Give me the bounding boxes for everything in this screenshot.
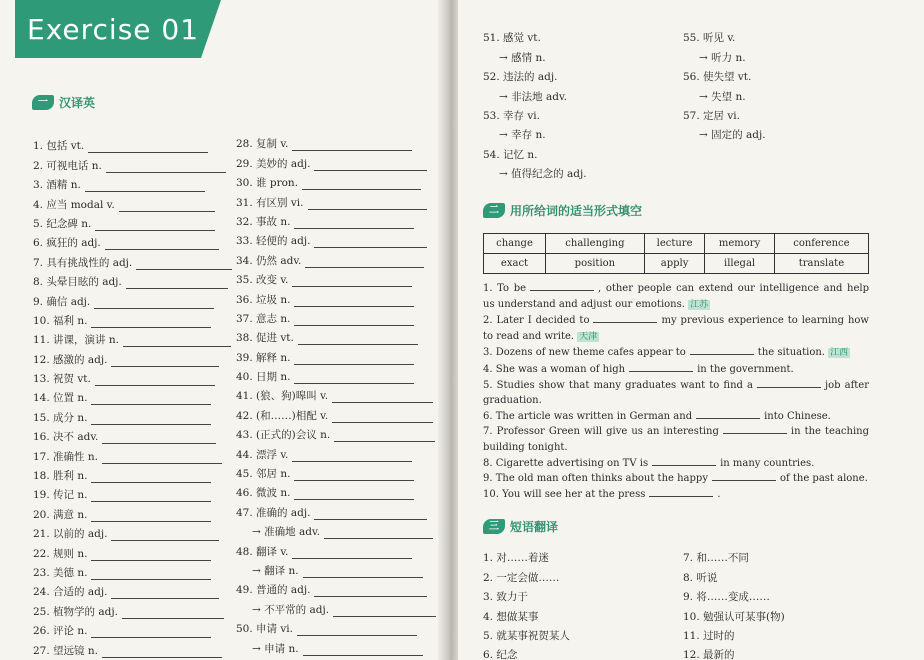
vocab-item: [33, 386, 232, 405]
sentence-start: 4. She was a woman of high: [483, 363, 626, 375]
answer-blank[interactable]: [332, 392, 433, 403]
sentence-item: [483, 487, 869, 503]
word-cell: lecture: [644, 234, 705, 254]
vocab-prompt: 27. 望远镜 n.: [33, 644, 98, 657]
vocab-item: [33, 541, 232, 560]
sentence-blank[interactable]: [712, 471, 776, 481]
answer-blank[interactable]: [314, 586, 427, 597]
vocab-item: [33, 619, 232, 638]
vocab-item: [33, 134, 232, 153]
vocab-prompt: 53. 幸存 vi.: [483, 109, 541, 122]
vocab-prompt: 26. 评论 n.: [33, 625, 88, 638]
answer-blank[interactable]: [105, 239, 219, 250]
vocab-item: [683, 565, 840, 584]
word-cell: apply: [644, 254, 705, 274]
vocab-prompt: 1. 对……着迷: [483, 552, 549, 565]
vocab-item: [33, 483, 232, 502]
vocab-item: [683, 624, 840, 643]
vocab-item: [483, 624, 640, 643]
word-cell: challenging: [545, 234, 644, 254]
vocab-item: [483, 65, 679, 84]
word-cell: translate: [774, 254, 868, 274]
section-2-title: 用所给词的适当形式填空: [510, 204, 643, 218]
sentence-item: [483, 281, 869, 313]
vocab-prompt: 28. 复制 v.: [236, 138, 289, 151]
vocab-item: [33, 289, 232, 308]
answer-blank[interactable]: [91, 511, 211, 522]
vocab-prompt: 6. 疯狂的 adj.: [33, 237, 101, 250]
vocab-item: [33, 153, 232, 172]
vocab-prompt: 24. 合适的 adj.: [33, 586, 108, 599]
answer-blank[interactable]: [314, 237, 427, 248]
vocab-item: [33, 561, 232, 580]
sentence-start: 1. To be: [483, 283, 527, 294]
vocab-prompt: → 准确地 adv.: [252, 526, 320, 539]
vocab-item: [483, 546, 640, 565]
answer-blank[interactable]: [308, 199, 427, 210]
vocab-prompt: 44. 漂浮 v.: [236, 448, 289, 461]
vocab-item: [33, 502, 232, 521]
vocab-prompt: → 申请 n.: [252, 642, 299, 655]
vocab-item: [236, 442, 436, 461]
vocab-item: [683, 65, 870, 84]
section-1-title: 汉译英: [59, 96, 96, 110]
vocab-prompt: 2. 可视电话 n.: [33, 159, 102, 172]
vocab-prompt: 2. 一定会做……: [483, 571, 560, 584]
vocab-prompt: 8. 头晕目眩的 adj.: [33, 276, 122, 289]
sentence-blank[interactable]: [690, 345, 754, 355]
section-2-header: [483, 202, 642, 219]
vocab-item: [236, 248, 436, 267]
vocab-item: [483, 565, 640, 584]
answer-blank[interactable]: [332, 412, 433, 423]
vocab-prompt: 15. 成分 n.: [33, 411, 88, 424]
vocab-prompt: 4. 应当 modal v.: [33, 198, 115, 211]
sentence-item: [483, 456, 869, 472]
vocab-item: [483, 585, 640, 604]
right-page: [458, 0, 924, 660]
vocab-item: [683, 643, 840, 660]
vocab-item: [33, 231, 232, 250]
vocab-item: [33, 444, 232, 463]
vocab-item: [236, 403, 436, 422]
answer-blank[interactable]: [294, 354, 414, 365]
vocab-item: [483, 142, 679, 161]
vocab-item: [483, 26, 679, 45]
vocab-item: [236, 423, 436, 442]
vocab-prompt: 57. 定居 vi.: [683, 109, 741, 122]
fill-in-sentences: [483, 281, 869, 502]
answer-blank[interactable]: [126, 278, 228, 289]
answer-blank[interactable]: [88, 142, 208, 153]
vocab-column-4: [683, 26, 870, 142]
vocab-prompt: 36. 垃圾 n.: [236, 293, 291, 306]
answer-blank[interactable]: [106, 162, 226, 173]
vocab-prompt: 37. 意志 n.: [236, 312, 291, 325]
vocab-item: [236, 597, 436, 616]
phrase-column-1: [483, 546, 640, 660]
vocab-prompt: 31. 有区别 vi.: [236, 196, 304, 209]
vocab-item: [683, 546, 840, 565]
vocab-prompt: 10. 勉强认可某事(物): [683, 610, 785, 623]
vocab-item: [236, 481, 436, 500]
answer-blank[interactable]: [305, 257, 424, 268]
vocab-item: [236, 636, 436, 655]
vocab-item: [236, 559, 436, 578]
vocab-prompt: 51. 感觉 vt.: [483, 32, 541, 45]
answer-blank[interactable]: [136, 259, 232, 270]
vocab-column-2: [236, 132, 436, 656]
vocab-prompt: 43. (正式的)会议 n.: [236, 429, 331, 442]
vocab-prompt: 45. 邻居 n.: [236, 468, 291, 481]
answer-blank[interactable]: [292, 548, 412, 559]
phrase-column-2: [683, 546, 840, 660]
vocab-prompt: 30. 谁 pron.: [236, 177, 299, 190]
vocab-item: [33, 425, 232, 444]
vocab-prompt: → 非法地 adv.: [499, 90, 567, 103]
vocab-prompt: → 不平常的 adj.: [252, 603, 330, 616]
vocab-prompt: 35. 改变 v.: [236, 274, 289, 287]
vocab-item: [483, 84, 679, 103]
vocab-prompt: → 固定的 adj.: [699, 129, 766, 142]
sentence-item: [483, 424, 869, 455]
vocab-prompt: 3. 致力于: [483, 591, 528, 604]
vocab-item: [683, 585, 840, 604]
vocab-prompt: 46. 微波 n.: [236, 487, 291, 500]
sentence-start: 10. You will see her at the press: [483, 488, 646, 500]
sentence-item: [483, 471, 869, 487]
sentence-item: [483, 409, 869, 425]
answer-blank[interactable]: [294, 489, 414, 500]
vocab-item: [483, 604, 640, 623]
sentence-start: 2. Later I decided to: [483, 315, 590, 327]
source-tag: 天津: [579, 331, 598, 342]
vocab-item: [236, 210, 436, 229]
answer-blank[interactable]: [314, 160, 427, 171]
vocab-item: [483, 45, 679, 64]
answer-blank[interactable]: [91, 569, 211, 580]
answer-blank[interactable]: [111, 530, 219, 541]
vocab-item: [236, 617, 436, 636]
answer-blank[interactable]: [122, 608, 224, 619]
sentence-blank[interactable]: [757, 378, 821, 388]
vocab-prompt: 50. 申请 vi.: [236, 623, 294, 636]
answer-blank[interactable]: [95, 375, 215, 386]
sentence-blank[interactable]: [649, 487, 713, 497]
source-tag: 江苏: [690, 299, 709, 310]
answer-blank[interactable]: [123, 336, 231, 347]
sentence-start: 5. Studies show that many graduates want to find a: [483, 379, 753, 391]
vocab-prompt: 39. 解释 n.: [236, 351, 291, 364]
vocab-prompt: 3. 酒精 n.: [33, 179, 81, 192]
vocab-prompt: → 幸存 n.: [499, 129, 546, 142]
vocab-prompt: 10. 福利 n.: [33, 314, 88, 327]
sentence-blank[interactable]: [696, 409, 760, 419]
word-row: [484, 254, 869, 274]
vocab-item: [236, 307, 436, 326]
sentence-end: in many countries.: [720, 457, 815, 469]
answer-blank[interactable]: [91, 550, 211, 561]
vocab-prompt: 14. 位置 n.: [33, 392, 88, 405]
sentence-end: in the teaching building tonight.: [483, 426, 869, 453]
vocab-prompt: → 翻译 n.: [252, 564, 299, 577]
answer-blank[interactable]: [292, 276, 412, 287]
word-cell: exact: [484, 254, 546, 274]
answer-blank[interactable]: [294, 373, 414, 384]
vocab-item: [33, 367, 232, 386]
vocab-prompt: 34. 仍然 adv.: [236, 254, 302, 267]
vocab-item: [33, 173, 232, 192]
vocab-prompt: 33. 轻便的 adj.: [236, 235, 311, 248]
vocab-prompt: 23. 美德 n.: [33, 566, 88, 579]
vocab-prompt: 29. 美妙的 adj.: [236, 157, 311, 170]
answer-blank[interactable]: [298, 334, 418, 345]
vocab-item: [236, 345, 436, 364]
answer-blank[interactable]: [111, 588, 219, 599]
vocab-prompt: 47. 准确的 adj.: [236, 506, 311, 519]
sentence-item: [483, 378, 869, 409]
vocab-prompt: 49. 普通的 adj.: [236, 584, 311, 597]
word-box-table: [483, 233, 869, 274]
word-cell: position: [545, 254, 644, 274]
vocab-prompt: 42. (和……)相配 v.: [236, 409, 329, 422]
sentence-end: into Chinese.: [764, 410, 831, 422]
sentence-start: 9. The old man often thinks about the happy: [483, 473, 708, 485]
section-3-title: 短语翻译: [510, 520, 559, 534]
vocab-prompt: 1. 包括 vt.: [33, 140, 85, 153]
answer-blank[interactable]: [294, 296, 414, 307]
vocab-item: [33, 328, 232, 347]
vocab-prompt: → 失望 n.: [699, 90, 746, 103]
sentence-blank[interactable]: [723, 424, 787, 434]
vocab-item: [236, 287, 436, 306]
word-cell: illegal: [705, 254, 775, 274]
sentence-end: .: [717, 488, 721, 500]
answer-blank[interactable]: [324, 528, 433, 539]
vocab-prompt: 38. 促进 vt.: [236, 332, 294, 345]
section-1-header: [32, 94, 95, 111]
sentence-item: [483, 345, 869, 362]
sentence-end: my previous experience to learning how to read and write.: [483, 315, 869, 342]
sentence-blank[interactable]: [530, 281, 594, 291]
answer-blank[interactable]: [294, 470, 414, 481]
vocab-item: [483, 643, 640, 660]
answer-blank[interactable]: [303, 567, 423, 578]
answer-blank[interactable]: [119, 201, 215, 212]
vocab-prompt: 8. 听说: [683, 571, 718, 584]
word-cell: conference: [774, 234, 868, 254]
vocab-prompt: 4. 想做某事: [483, 610, 539, 623]
answer-blank[interactable]: [111, 356, 219, 367]
vocab-item: [683, 45, 870, 64]
answer-blank[interactable]: [102, 433, 216, 444]
vocab-item: [236, 171, 436, 190]
vocab-prompt: 48. 翻译 v.: [236, 545, 289, 558]
answer-blank[interactable]: [94, 298, 214, 309]
answer-blank[interactable]: [314, 509, 427, 520]
source-tag: 江西: [830, 348, 849, 359]
left-page: [0, 0, 452, 660]
vocab-item: [483, 123, 679, 142]
answer-blank[interactable]: [91, 317, 211, 328]
vocab-item: [33, 192, 232, 211]
vocab-item: [236, 229, 436, 248]
answer-blank[interactable]: [102, 453, 222, 464]
sentence-item: [483, 313, 869, 345]
vocab-prompt: → 听力 n.: [699, 51, 746, 64]
vocab-item: [483, 104, 679, 123]
vocab-prompt: 12. 最新的: [683, 649, 735, 660]
answer-blank[interactable]: [294, 315, 414, 326]
vocab-item: [236, 151, 436, 170]
vocab-prompt: 9. 确信 adj.: [33, 295, 91, 308]
section-3-header: [483, 518, 558, 535]
sentence-end: , other people can extend our intelligence and help us understand and adjust our emotions.: [483, 283, 870, 310]
vocab-item: [236, 365, 436, 384]
vocab-item: [33, 212, 232, 231]
vocab-prompt: 55. 听见 v.: [683, 32, 736, 45]
vocab-prompt: 25. 植物学的 adj.: [33, 605, 118, 618]
vocab-prompt: 54. 记忆 n.: [483, 148, 538, 161]
answer-blank[interactable]: [303, 645, 423, 656]
vocab-item: [33, 638, 232, 657]
sentence-blank[interactable]: [629, 362, 693, 372]
answer-blank[interactable]: [91, 414, 211, 425]
vocab-item: [683, 26, 870, 45]
exercise-banner: [15, 0, 201, 58]
vocab-item: [236, 520, 436, 539]
vocab-item: [33, 464, 232, 483]
vocab-item: [683, 123, 870, 142]
answer-blank[interactable]: [302, 179, 421, 190]
sentence-start: 3. Dozens of new theme cafes appear to: [483, 347, 686, 359]
vocab-prompt: 20. 满意 n.: [33, 508, 88, 521]
vocab-prompt: 21. 以前的 adj.: [33, 528, 108, 541]
answer-blank[interactable]: [91, 627, 211, 638]
answer-blank[interactable]: [292, 451, 412, 462]
vocab-item: [236, 500, 436, 519]
vocab-prompt: 9. 将……变成……: [683, 591, 770, 604]
vocab-prompt: → 感情 n.: [499, 51, 546, 64]
vocab-item: [236, 539, 436, 558]
section-3-number: 三: [483, 519, 505, 534]
vocab-item: [33, 405, 232, 424]
vocab-item: [33, 599, 232, 618]
vocab-item: [683, 604, 840, 623]
sentence-item: [483, 362, 869, 378]
vocab-item: [683, 104, 870, 123]
answer-blank[interactable]: [292, 140, 412, 151]
sentence-start: 7. Professor Green will give us an interesting: [483, 426, 719, 438]
vocab-item: [33, 250, 232, 269]
vocab-item: [33, 309, 232, 328]
vocab-prompt: → 值得纪念的 adj.: [499, 168, 587, 181]
answer-blank[interactable]: [85, 181, 205, 192]
sentence-blank[interactable]: [652, 456, 716, 466]
vocab-prompt: 18. 胜利 n.: [33, 470, 88, 483]
exercise-title: Exercise 01: [27, 12, 200, 46]
answer-blank[interactable]: [333, 606, 436, 617]
vocab-item: [33, 347, 232, 366]
vocab-column-3: [483, 26, 679, 181]
section-2-number: 二: [483, 203, 505, 218]
sentence-start: 6. The article was written in German and: [483, 410, 693, 422]
vocab-item: [33, 270, 232, 289]
vocab-prompt: 7. 具有挑战性的 adj.: [33, 256, 133, 269]
sentence-end: job after graduation.: [483, 379, 869, 407]
section-1-number: 一: [32, 95, 54, 110]
vocab-prompt: 32. 事故 n.: [236, 215, 291, 228]
vocab-item: [236, 190, 436, 209]
vocab-item: [236, 268, 436, 287]
vocab-item: [483, 162, 679, 181]
vocab-prompt: 41. (狼、狗)嗥叫 v.: [236, 390, 329, 403]
answer-blank[interactable]: [102, 647, 222, 658]
word-cell: memory: [705, 234, 775, 254]
vocab-item: [236, 578, 436, 597]
sentence-start: 8. Cigarette advertising on TV is: [483, 457, 649, 469]
answer-blank[interactable]: [91, 491, 211, 502]
vocab-item: [683, 84, 870, 103]
word-cell: change: [484, 234, 546, 254]
vocab-item: [33, 580, 232, 599]
sentence-end: of the past alone.: [779, 473, 868, 485]
sentence-end: in the government.: [697, 363, 794, 375]
vocab-prompt: 12. 感激的 adj.: [33, 353, 108, 366]
vocab-item: [33, 522, 232, 541]
answer-blank[interactable]: [294, 218, 414, 229]
answer-blank[interactable]: [297, 625, 417, 636]
vocab-prompt: 7. 和……不同: [683, 552, 749, 565]
vocab-prompt: 16. 决不 adv.: [33, 431, 99, 444]
word-row: [484, 234, 869, 254]
vocab-item: [236, 462, 436, 481]
answer-blank[interactable]: [334, 431, 435, 442]
vocab-prompt: 56. 使失望 vt.: [683, 71, 752, 84]
answer-blank[interactable]: [91, 472, 211, 483]
vocab-prompt: 19. 传记 n.: [33, 489, 88, 502]
vocab-prompt: 52. 违法的 adj.: [483, 71, 558, 84]
vocab-prompt: 5. 纪念碑 n.: [33, 217, 92, 230]
vocab-column-1: [33, 134, 232, 658]
vocab-prompt: 13. 祝贺 vt.: [33, 373, 91, 386]
sentence-end: the situation.: [757, 347, 825, 359]
vocab-item: [236, 326, 436, 345]
vocab-prompt: 11. 讲课，演讲 n.: [33, 334, 119, 347]
vocab-prompt: 11. 过时的: [683, 629, 735, 642]
vocab-prompt: 22. 规则 n.: [33, 547, 88, 560]
answer-blank[interactable]: [91, 394, 211, 405]
answer-blank[interactable]: [95, 220, 215, 231]
vocab-item: [236, 384, 436, 403]
sentence-blank[interactable]: [593, 313, 657, 323]
vocab-item: [236, 132, 436, 151]
vocab-prompt: 5. 就某事祝贺某人: [483, 629, 570, 642]
vocab-prompt: 40. 日期 n.: [236, 371, 291, 384]
vocab-prompt: 17. 准确性 n.: [33, 450, 98, 463]
vocab-prompt: 6. 纪念: [483, 649, 518, 660]
